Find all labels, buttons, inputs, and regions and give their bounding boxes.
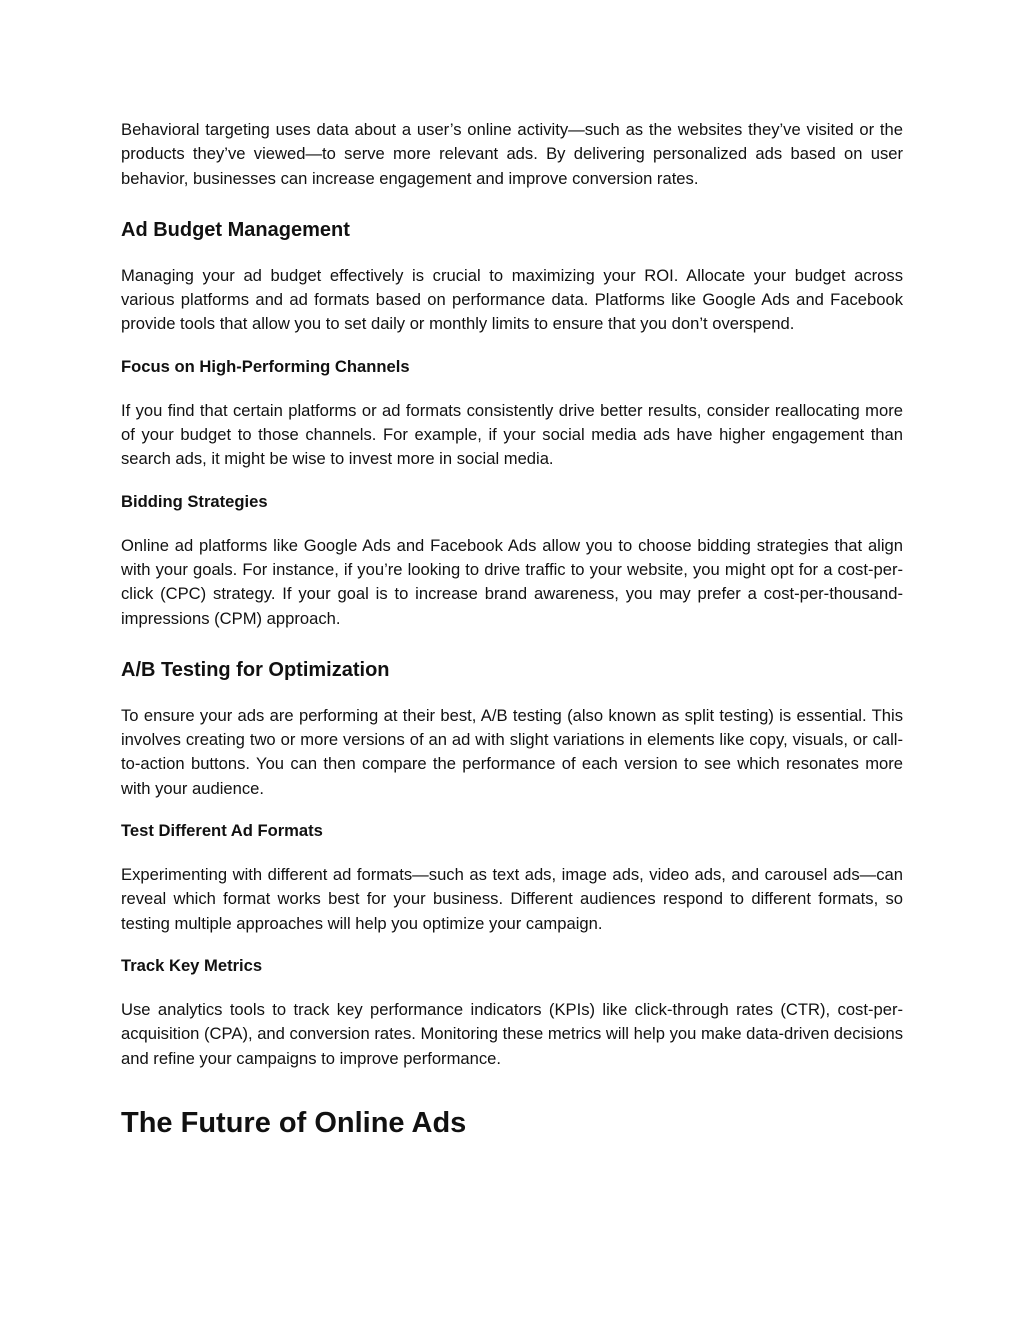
high-performing-channels-heading: Focus on High-Performing Channels [121, 356, 410, 376]
ad-budget-management-heading: Ad Budget Management [121, 218, 350, 241]
test-ad-formats-paragraph: Experimenting with different ad formats—such as text ads, image ads, video ads, and carousel ads—can reveal which format works best for your business. Different audiences respond to different formats, so testing multiple approaches will help you optimize your campaign. [121, 865, 903, 933]
ab-testing-paragraph: To ensure your ads are performing at their best, A/B testing (also known as split testing) is essential. This involves creating two or more versions of an ad with slight variations in elements like copy, visuals, or call-to-action buttons. You can then compare the performance of each version to see which resonates more with your audience. [121, 705, 903, 798]
document-page [121, 118, 903, 1141]
track-key-metrics-paragraph: Use analytics tools to track key performance indicators (KPIs) like click-through rates (CTR), cost-per-acquisition (CPA), and conversion rates. Monitoring these metrics will help you make data-driven decisions and refine your campaigns to improve performance. [121, 999, 903, 1068]
future-of-online-ads-heading: The Future of Online Ads [121, 1106, 467, 1139]
high-performing-channels-paragraph: If you find that certain platforms or ad formats consistently drive better results, consider reallocating more of your budget to those channels. For example, if your social media ads have higher engagement than search ads, it might be wise to invest more in social media. [121, 400, 903, 469]
track-key-metrics-heading: Track Key Metrics [121, 955, 263, 975]
bidding-strategies-heading: Bidding Strategies [121, 491, 268, 511]
ab-testing-heading: A/B Testing for Optimization [121, 658, 390, 681]
bidding-strategies-paragraph: Online ad platforms like Google Ads and Facebook Ads allow you to choose bidding strategies that align with your goals. For instance, if you’re looking to drive traffic to your website, you might opt for a cost-per-click (CPC) strategy. If your goal is to increase brand awareness, you may prefer a cost-per-thousand-impressions (CPM) approach. [121, 535, 903, 628]
behavioral-targeting-paragraph: Behavioral targeting uses data about a user’s online activity—such as the websites they’ve visited or the products they’ve viewed—to serve more relevant ads. By delivering personalized ads based on user behavior, businesses can increase engagement and improve conversion rates. [121, 120, 903, 188]
test-ad-formats-heading: Test Different Ad Formats [121, 821, 323, 841]
ad-budget-management-paragraph: Managing your ad budget effectively is crucial to maximizing your ROI. Allocate your budget across various platforms and ad formats based on performance data. Platforms like Google Ads and Facebook provide tools that allow you to set daily or monthly limits to ensure that you don’t overspend. [121, 265, 903, 334]
